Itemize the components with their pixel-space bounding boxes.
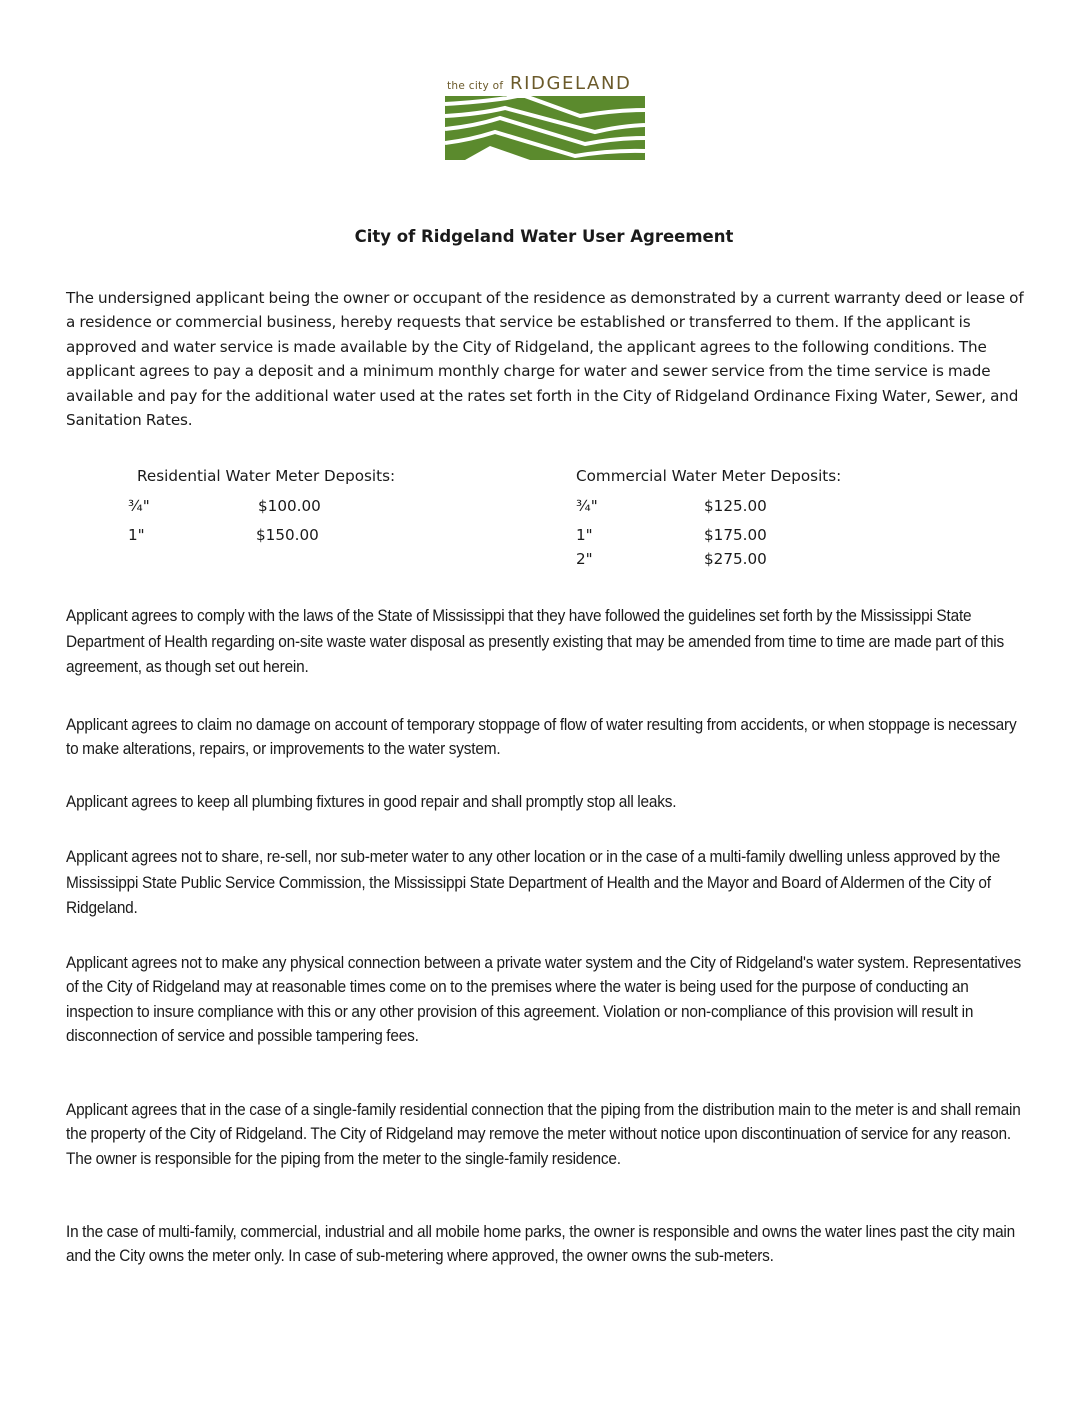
logo-wordmark [445,74,645,94]
condition-paragraph: Applicant agrees to comply with the laws of the State of Mississippi that they have followed the guidelines set forth by the Mississippi State Department of Health regarding on-site waste water disposal as presently existing that may be amended from time to time are made part of this agreement, as though set out herein. [66,607,1005,676]
condition-paragraph: Applicant agrees to claim no damage on account of temporary stoppage of flow of water resulting from accidents, or when stoppage is necessary to make alterations, repairs, or improvements to the water system. [66,716,1017,759]
residential-amount: $100.00 [258,497,321,515]
commercial-amount: $125.00 [704,497,767,515]
residential-size: ¾" [128,497,150,515]
commercial-amount: $275.00 [704,550,767,568]
commercial-size: 2" [576,550,593,568]
residential-amount: $150.00 [256,526,319,544]
condition-paragraph: Applicant agrees that in the case of a single-family residential connection that the piping from the distribution main to the meter is and shall remain the property of the City of Ridgeland. The City of Ridgeland may remove the meter without notice upon discontinuation of service for any reason. The owner is responsible for the piping from the meter to the single-family residence. [66,1101,1021,1168]
commercial-size: ¾" [576,497,598,515]
condition-paragraph: In the case of multi-family, commercial, industrial and all mobile home parks, the owner is responsible and owns the water lines past the city main and the City owns the meter only. In case of sub-metering where approved, the owner owns the sub-meters. [66,1223,1016,1266]
commercial-deposits-heading: Commercial Water Meter Deposits: [576,467,842,485]
logo-name: RIDGELAND [510,73,632,94]
commercial-amount: $175.00 [704,526,767,544]
condition-paragraph: Applicant agrees not to make any physical connection between a private water system and the City of Ridgeland's water system. Representatives of the City of Ridgeland may at reasonable times come on to the premises where the water is being used for the purpose of conducting an inspection to insure compliance with this or any other provision of this agreement. Violation or non-compliance of this provision will result in disconnection of service and possible tampering fees. [66,954,1021,1046]
residential-deposits-heading: Residential Water Meter Deposits: [137,467,396,485]
city-logo [445,74,645,162]
commercial-size: 1" [576,526,593,544]
intro-paragraph: The undersigned applicant being the owner or occupant of the residence as demonstrated by a current warranty deed or lease of a residence or commercial business, hereby requests that service be established or transferred to them. If the applicant is approved and water service is made available by the City of Ridgeland, the applicant agrees to the following conditions. The applicant agrees to pay a deposit and a minimum monthly charge for water and sewer service from the time service is made available and pay for the additional water used at the rates set forth in the City of Ridgeland Ordinance Fixing Water, Sewer, and Sanitation Rates. [66,289,1024,430]
document-title: City of Ridgeland Water User Agreement [354,227,734,246]
logo-waves-icon [445,96,645,160]
logo-prefix: the city of [447,80,504,92]
condition-paragraph: Applicant agrees to keep all plumbing fixtures in good repair and shall promptly stop all leaks. [66,793,677,811]
condition-paragraph: Applicant agrees not to share, re-sell, nor sub-meter water to any other location or in the case of a multi-family dwelling unless approved by the Mississippi State Public Service Commission, the Mississippi State Department of Health and the Mayor and Board of Aldermen of the City of Ridgeland. [66,848,1001,917]
residential-size: 1" [128,526,145,544]
